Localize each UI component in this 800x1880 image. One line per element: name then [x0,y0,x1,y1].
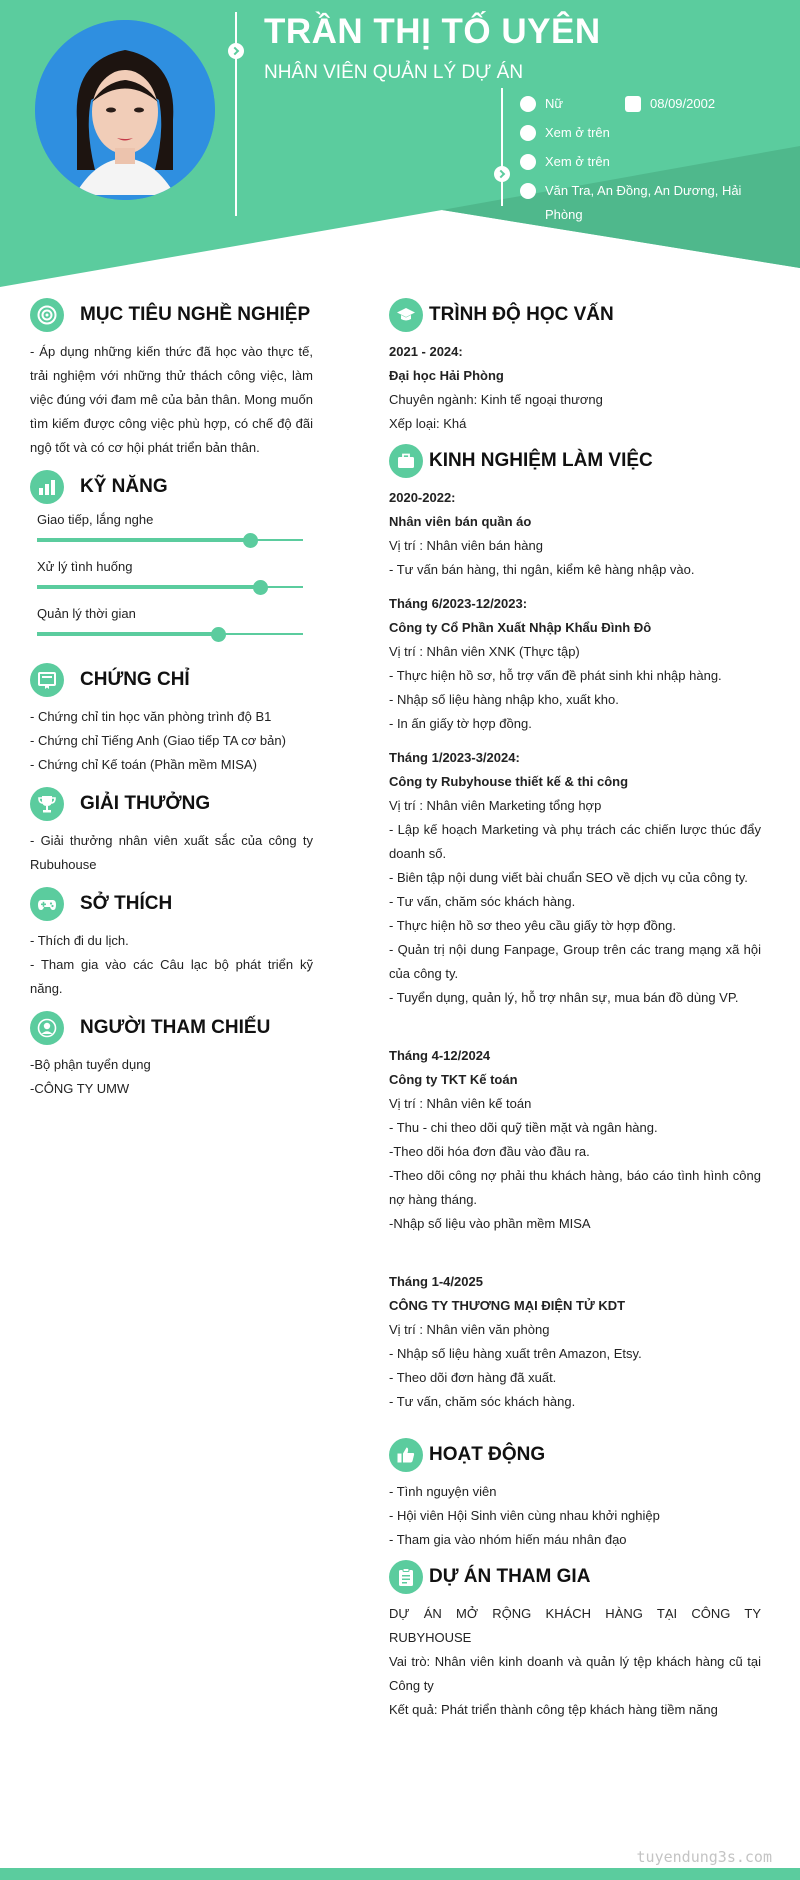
avatar [35,20,215,200]
skill-label: Giao tiếp, lắng nghe [37,512,154,527]
skills-header [30,470,313,506]
experience-section [389,444,761,1414]
gamepad-icon [30,887,64,921]
objective-header [30,298,313,334]
job-period: 2020-2022: [389,490,456,505]
section-title: SỞ THÍCH [80,893,173,914]
job-detail: - Nhập số liệu hàng nhập kho, xuất kho. [389,692,619,707]
user-icon [30,1011,64,1045]
contact-divider-line [501,88,503,206]
job-period: Tháng 1-4/2025 [389,1274,483,1289]
section-title: TRÌNH ĐỘ HỌC VẤN [429,304,614,325]
avatar-portrait [35,20,215,200]
job-company: Công ty Rubyhouse thiết kế & thi công [389,774,629,789]
hobby-item: - Tham gia vào các Câu lạc bộ phát triển kỹ năng. [30,957,313,996]
gender-value: Nữ [545,96,564,111]
skill-item [30,512,313,559]
email-value: Xem ở trên [545,154,610,169]
phone-icon [520,125,536,141]
skill-fill [37,538,250,542]
clipboard-icon [389,1560,423,1594]
hobbies-section [30,887,313,1001]
job-company: Công ty Cổ Phần Xuất Nhập Khẩu Đình Đô [389,620,652,635]
job-detail: Vị trí : Nhân viên XNK (Thực tập) [389,644,580,659]
activity-item: - Tham gia vào nhóm hiến máu nhân đạo [389,1532,627,1547]
job-company: CÔNG TY THƯƠNG MẠI ĐIỆN TỬ KDT [389,1298,626,1313]
job-detail: - Tư vấn, chăm sóc khách hàng. [389,1394,576,1409]
thumbs-up-icon [389,1438,423,1472]
birthdate-info [625,92,775,116]
job-detail: Vị trí : Nhân viên Marketing tổng hợp [389,798,602,813]
education-major: Chuyên ngành: Kinh tế ngoại thương [389,392,603,407]
job-detail: - Lập kế hoạch Marketing và phụ trách các chiến lược thúc đẩy doanh số. [389,822,761,861]
candidate-name: TRẦN THỊ TỐ UYÊN [264,12,601,51]
job-entry [389,1270,761,1414]
project-role: Vai trò: Nhân viên kinh doanh và quản lý tệp khách hàng cũ tại Công ty [389,1654,761,1693]
section-title: DỰ ÁN THAM GIA [429,1566,591,1587]
job-detail: - Tuyển dụng, quản lý, hỗ trợ nhân sự, mua bán đồ dùng VP. [389,990,739,1005]
references-section [30,1011,313,1101]
certificate-item: - Chứng chỉ Tiếng Anh (Giao tiếp TA cơ bản) [30,733,286,748]
skills-list [30,512,313,653]
job-detail: -Nhập số liệu vào phần mềm MISA [389,1216,591,1231]
activities-section [389,1438,761,1552]
footer-bar [0,1868,800,1880]
activity-item: - Tình nguyện viên [389,1484,497,1499]
projects-header [389,1560,761,1596]
reference-item: -Bộ phận tuyển dụng [30,1057,151,1072]
skill-item [30,606,313,653]
hobby-item: - Thích đi du lịch. [30,933,129,948]
phone-info [520,121,770,145]
job-detail: - Quản trị nội dung Fanpage, Group trên các trang mạng xã hội của công ty. [389,942,761,981]
job-detail: Vị trí : Nhân viên kế toán [389,1096,532,1111]
job-period: Tháng 4-12/2024 [389,1048,491,1063]
skills-section [30,470,313,653]
job-detail: Vị trí : Nhân viên văn phòng [389,1322,550,1337]
address-line1: Văn Tra, An Đồng, An Dương, Hải [545,183,742,198]
job-period: Tháng 1/2023-3/2024: [389,750,520,765]
section-title: GIẢI THƯỞNG [80,793,211,814]
reference-item: -CÔNG TY UMW [30,1081,130,1096]
birthdate-value: 08/09/2002 [650,96,716,111]
target-icon [30,298,64,332]
job-detail: - Theo dõi đơn hàng đã xuất. [389,1370,557,1385]
gender-icon [520,96,536,112]
education-period: 2021 - 2024: [389,344,463,359]
certificate-item: - Chứng chỉ Kế toán (Phần mềm MISA) [30,757,257,772]
left-column [30,298,313,1101]
job-detail: - Tư vấn, chăm sóc khách hàng. [389,894,576,909]
job-entry [389,1044,761,1236]
gender-info [520,92,620,116]
skill-label: Quản lý thời gian [37,606,136,621]
job-detail: - Thực hiện hồ sơ theo yêu cầu giấy tờ hợp đồng. [389,918,676,933]
section-title: CHỨNG CHỈ [80,669,190,690]
job-period: Tháng 6/2023-12/2023: [389,596,528,611]
objective-text: - Áp dụng những kiến thức đã học vào thực tế, trải nghiệm với những thử thách công việc, làm việc đúng với đam mê của bản thân. Mong muốn tìm kiếm được công việc phù hợp, có chế độ đãi ngộ tốt và có cơ hội phát triển bản thân. [30,344,313,455]
projects-section [389,1560,761,1722]
skill-fill [37,585,260,589]
calendar-icon [625,96,641,112]
skill-level-knob [211,627,226,642]
experience-header [389,444,761,480]
skill-level-knob [243,533,258,548]
job-detail: - Thu - chi theo dõi quỹ tiền mặt và ngân hàng. [389,1120,658,1135]
awards-header [30,787,313,823]
job-detail: - Thực hiện hồ sơ, hỗ trợ vấn đề phát sinh khi nhập hàng. [389,668,722,683]
activities-header [389,1438,761,1474]
certificates-header [30,663,313,699]
section-title: KỸ NĂNG [80,476,168,497]
awards-section [30,787,313,877]
jobs-list [389,486,761,1414]
certificates-section [30,663,313,777]
job-detail: -Theo dõi hóa đơn đầu vào đầu ra. [389,1144,590,1159]
education-section [389,298,761,436]
phone-value: Xem ở trên [545,125,610,140]
job-detail: - Nhập số liệu hàng xuất trên Amazon, Etsy. [389,1346,642,1361]
section-title: NGƯỜI THAM CHIẾU [80,1017,271,1038]
references-header [30,1011,313,1047]
graduation-cap-icon [389,298,423,332]
job-entry [389,592,761,736]
skill-level-knob [253,580,268,595]
email-info [520,150,770,174]
address-line2: Phòng [545,207,583,222]
job-detail: - Tư vấn bán hàng, thi ngân, kiểm kê hàng nhập vào. [389,562,695,577]
activity-item: - Hội viên Hội Sinh viên cùng nhau khởi nghiệp [389,1508,660,1523]
certificate-icon [30,663,64,697]
skill-label: Xử lý tình huống [37,559,133,574]
job-detail: Vị trí : Nhân viên bán hàng [389,538,543,553]
skill-fill [37,632,218,636]
chevron-right-icon [228,43,244,59]
project-name: DỰ ÁN MỞ RỘNG KHÁCH HÀNG TẠI CÔNG TY RUBYHOUSE [389,1606,761,1645]
job-detail: - In ấn giấy tờ hợp đồng. [389,716,532,731]
certificate-item: - Chứng chỉ tin học văn phòng trình độ B1 [30,709,272,724]
section-title: KINH NGHIỆM LÀM VIỆC [429,450,653,471]
right-column [389,298,761,1722]
chevron-right-icon [494,166,510,182]
education-header [389,298,761,334]
job-entry [389,746,761,1010]
skill-item [30,559,313,606]
home-icon [520,183,536,199]
job-company: Nhân viên bán quần áo [389,514,532,529]
bar-chart-icon [30,470,64,504]
project-result: Kết quả: Phát triển thành công tệp khách hàng tiềm năng [389,1702,718,1717]
job-detail: - Biên tập nội dung viết bài chuẩn SEO về dịch vụ của công ty. [389,870,748,885]
job-detail: -Theo dõi công nợ phải thu khách hàng, báo cáo tình hình công nợ hàng tháng. [389,1168,761,1207]
section-title: HOẠT ĐỘNG [429,1444,546,1465]
education-grade: Xếp loại: Khá [389,416,467,431]
briefcase-icon [389,444,423,478]
section-title: MỤC TIÊU NGHỀ NGHIỆP [80,304,311,325]
award-text: - Giải thưởng nhân viên xuất sắc của công ty Rubuhouse [30,833,313,872]
objective-section [30,298,313,460]
watermark: tuyendung3s.com [636,1848,772,1866]
trophy-icon [30,787,64,821]
education-school: Đại học Hải Phòng [389,368,504,383]
email-icon [520,154,536,170]
job-title: NHÂN VIÊN QUẢN LÝ DỰ ÁN [264,62,524,83]
hobbies-header [30,887,313,923]
job-entry [389,486,761,582]
job-company: Công ty TKT Kế toán [389,1072,518,1087]
address-info [520,179,780,227]
